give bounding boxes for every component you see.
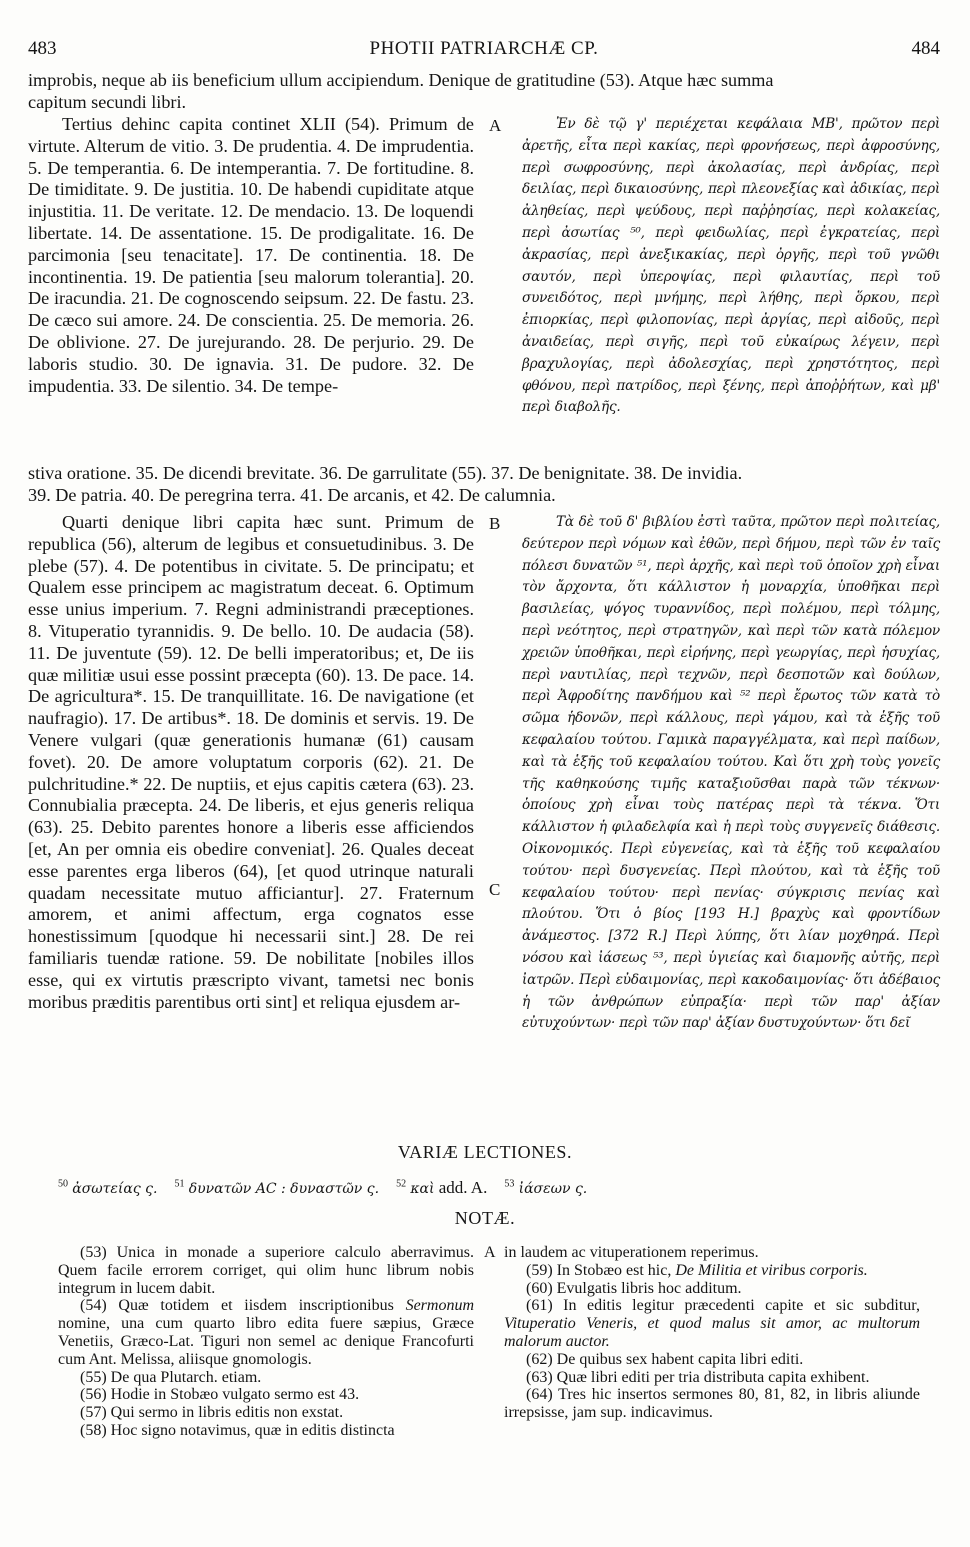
variant-number: 50 [58,1178,68,1190]
note-58: (58) Hoc signo notavimus, quæ in editis distincta [80,1421,395,1439]
note-60: (60) Evulgatis libris hoc additum. [526,1279,742,1297]
note-53: (53) Unica in monade a superiore calculo aberravimus. Quem facile errorem corriget, qui olim hunc librum nobis integrum in lucem dabit. [58,1244,474,1297]
section-marker-a: A [489,116,502,135]
section-marker-c: C [489,880,501,899]
running-title: PHOTII PATRIARCHÆ CP. [369,38,599,59]
variant-text: add. A. [438,1178,488,1197]
note-62: (62) De quibus sex habent capita libri editi. [526,1350,804,1368]
intro-line-1: improbis, neque ab iis beneficium ullum accipiendum. Denique de gratitudine (53). Atque hæc summa [28,70,774,90]
note-54: (54) Quæ totidem et iisdem inscriptionibus Sermonum nomine, una cum quarto libro edita fuere sæpius, Græce Venetiis, Græco-Lat. Tiguri non semel ac denique Francofurti cum Ant. Melissa, aliisque gnomologis. [58,1297,474,1368]
notes-right-column [504,1244,920,1422]
variae-lectiones [58,1178,928,1198]
variae-lectiones-heading: VARIÆ LECTIONES. [397,1142,573,1162]
middle-line-2: 39. De patria. 40. De peregrina terra. 41. De arcanis, et 42. De calumnia. [28,484,556,505]
variant-text: ἀσωτείας ς. [72,1181,158,1197]
variant-text: ἰάσεων ς. [518,1181,588,1197]
greek-third-book [522,114,940,419]
latin-fourth-book [28,512,474,1013]
variant-number: 51 [174,1178,185,1190]
greek-fourth-book [522,512,940,1035]
note-58-continued: in laudem ac vituperationem reperimus. [504,1244,759,1261]
notes-left-column [58,1244,474,1440]
variant-text: καὶ [410,1181,435,1197]
note-61: (61) In editis legitur præcedenti capite et sic subditur, Vituperatio Veneris, et quod malus sit amor, ac multorum malorum auctor. [504,1297,920,1350]
middle-line-1: stiva oratione. 35. De dicendi brevitate. 36. De garrulitate (55). 37. De benignitate. 38. De invidia. [28,463,743,483]
greek-fourth-text: Τὰ δὲ τοῦ δ' βιβλίου ἐστὶ ταῦτα, πρῶτον περὶ πολιτείας, δεύτερον περὶ νόμων καὶ ἐθῶν, περὶ δήμου, περὶ τῶν ἐν ταῖς πόλεσι δυνατῶν ⁵¹, περὶ ἀρχῆς, καὶ περὶ τοῦ ὁποῖον χρὴ εἶναι τὸν ἄρχοντα, ὅτι κάλλιστον ἡ μοναρχία, ὑποθῆκαι περὶ βασιλείας, ψόγος τυραννίδος, περὶ πολέμου, περὶ τόλμης, περὶ νεότητος, περὶ στρατηγῶν, καὶ περὶ τῶν κατὰ πόλεμον χρειῶν ὑποθῆκαι, περὶ εἰρήνης, περὶ γεωργίας, περὶ ἡσυχίας, περὶ ναυτιλίας, περὶ τεχνῶν, περὶ δεσποτῶν καὶ δούλων, περὶ Ἀφροδίτης πανδήμου καὶ ⁵² περὶ ἔρωτος τῶν κατὰ τὸ σῶμα ἡδονῶν, περὶ κάλλους, περὶ γάμου, καὶ τὰ ἑξῆς τοῦ κεφαλαίου τούτου. Γαμικὰ παραγγέλματα, καὶ περὶ παίδων, καὶ τὰ ἑξῆς τοῦ κεφαλαίου τούτου. Καὶ ὅτι χρὴ τοὺς γονεῖς τῆς καθηκούσης τιμῆς καταξιοῦσθαι παρὰ τῶν τέκνων· ὁποίους χρὴ εἶναι τοὺς πατέρας περὶ τὰ τέκνα. Ὅτι κάλλιστον ἡ φιλαδελφία καὶ ἡ περὶ τοὺς συγγενεῖς διάθεσις. Οἰκονομικός. Περὶ εὐγενείας, καὶ τὰ ἑξῆς τοῦ κεφαλαίου τούτου· περὶ δυσγενείας. Περὶ πλούτου, καὶ τὰ ἑξῆς τοῦ κεφαλαίου τούτου· περὶ πενίας· σύγκρισις πενίας καὶ πλούτου. Ὅτι ὁ βίος [193 H.] βραχὺς καὶ φροντίδων ἀνάμεστος. [372 R.] Περὶ λύπης, ὅτι λίαν μοχθηρά. Περὶ νόσου καὶ ἰάσεως ⁵³, περὶ ὑγιείας καὶ διαμονῆς αὐτῆς, περὶ ἰατρῶν. Περὶ εὐδαιμονίας, περὶ κακοδαιμονίας· ὅτι ἀδέβαιος ἡ τῶν ἀνθρώπων εὐπραξία· περὶ τῶν παρ' ἀξίαν εὐτυχούντων· περὶ τῶν παρ' ἀξίαν δυστυχούντων· ὅτι δεῖ [522,514,940,1032]
variant-text: δυνατῶν AC : δυναστῶν ς. [188,1181,380,1197]
intro-paragraph [28,70,940,114]
middle-paragraph [28,463,940,507]
notae-heading: NOTÆ. [454,1208,516,1228]
latin-fourth-text: Quarti denique libri capita hæc sunt. Primum de republica (56), alterum de legibus et consuetudinibus. 3. De plebe (57). 4. De potentibus in civitate. 5. De principatu; et Qualem esse principem ac magistratum deceat. 6. Optimum esse unius imperium. 7. Regni administrandi præceptiones. 8. Vituperatio tyrannidis. 9. De bello. 10. De audacia (58). 11. De juventute (59). 12. De belli imperatoribus; et, De iis quæ militiæ usui esse possint præcepta (60). 13. De pace. 14. De agricultura*. 15. De tranquillitate. 16. De navigatione (et naufragio). 17. De artibus*. 18. De dominis et servis. 19. De Venere vulgari (quæ generationis humanæ (61) causam fovet). 20. De amore voluptatum corporis (62). 21. De pulchritudine.* 22. De nuptiis, et ejus capitis cætera (63). 23. Connubialia præcepta. 24. De liberis, et ejus generis reliqua (63). 25. Debito parentes honore a liberis esse afficiendos [et, An per omnia eis obedire conveniat]. 26. Quales deceat esse parentes erga liberos (64), [et quod utrinque naturali quadam necessitate mutuo afficiantur]. 27. Fraternum amorem, et animi affectum, erga cognatos esse honestissimum [quodque hi necessarii sint.] 28. De rei familiaris tuendæ ratione. 59. De nobilitate [nobiles illos esse, qui ex virtutis præscripto vivant, tametsi nec bonis moribus præditis parentibus orti sint] et reliqua ejusdem ar- [28,512,474,1012]
variant-number: 53 [504,1178,515,1190]
note-56: (56) Hodie in Stobæo vulgato sermo est 43. [80,1386,360,1404]
page-number-left: 483 [28,38,57,59]
page-header [28,38,940,62]
note-59: (59) In Stobæo est hic, De Militia et viribus corporis. [526,1261,868,1279]
note-55: (55) De qua Plutarch. etiam. [80,1368,262,1386]
page-number-right: 484 [911,38,940,59]
note-64: (64) Tres hic insertos sermones 80, 81, 82, in libris aliunde irrepsisse, jam sup. indicavimus. [504,1386,920,1422]
variant-number: 52 [396,1178,407,1190]
note-63: (63) Quæ libri editi per tria distributa capita exhibent. [526,1368,870,1386]
greek-third-text: Ἐν δὲ τῷ γ' περιέχεται κεφάλαια ΜΒ', πρῶτον περὶ ἀρετῆς, εἶτα περὶ κακίας, περὶ φρονήσεως, περὶ ἀφροσύνης, περὶ σωφροσύνης, περὶ ἀκολασίας, περὶ ἀνδρίας, περὶ δειλίας, περὶ δικαιοσύνης, περὶ πλεονεξίας καὶ ἀδικίας, περὶ ἀληθείας, περὶ ψεύδους, περὶ παῤῥησίας, περὶ κολακείας, περὶ ἀσωτίας ⁵⁰, περὶ φειδωλίας, περὶ ἐγκρατείας, περὶ ἀκρασίας, περὶ ἀνεξικακίας, περὶ ὀργῆς, περὶ τοῦ γνῶθι σαυτόν, περὶ ὑπεροψίας, περὶ φιλαυτίας, περὶ τοῦ συνειδότος, περὶ μνήμης, περὶ λήθης, περὶ ὅρκου, περὶ ἐπιορκίας, περὶ φιλοπονίας, περὶ ἀργίας, περὶ αἰδοῦς, περὶ ἀναιδείας, περὶ σιγῆς, περὶ τοῦ εὐκαίρως λέγειν, περὶ βραχυλογίας, περὶ ἀδολεσχίας, περὶ χρηστότητος, περὶ φθόνου, περὶ πατρίδος, περὶ ξένης, περὶ ἀποῤῥήτων, καὶ μβ' περὶ διαβολῆς. [522,116,940,416]
latin-third-book [28,114,474,397]
note-57: (57) Qui sermo in libris editis non exstat. [80,1404,344,1422]
notes-marker-a: A [484,1244,496,1261]
latin-third-text: Tertius dehinc capita continet XLII (54). Primum de virtute. Alterum de vitio. 3. De prudentia. 4. De imprudentia. 5. De temperantia. 6. De intemperantia. 7. De fortitudine. 8. De timiditate. 9. De justitia. 10. De habendi cupiditate atque injustitia. 11. De veritate. 12. De mendacio. 13. De loquendi libertate. 14. De assentatione. 15. De prodigalitate. 16. De parcimonia [seu tenacitate]. 17. De continentia. 18. De incontinentia. 19. De patientia [seu malorum tolerantia]. 20. De iracundia. 21. De cognoscendo seipsum. 22. De fastu. 23. De cæco sui amore. 24. De conscientia. 25. De memoria. 26. De oblivione. 27. De jurejurando. 28. De perjurio. 29. De laboris studio. 30. De ignavia. 31. De pudore. 32. De impudentia. 33. De silentio. 34. De tempe- [28,114,474,396]
intro-line-2: capitum secundi libri. [28,91,187,112]
section-marker-b: B [489,514,501,533]
